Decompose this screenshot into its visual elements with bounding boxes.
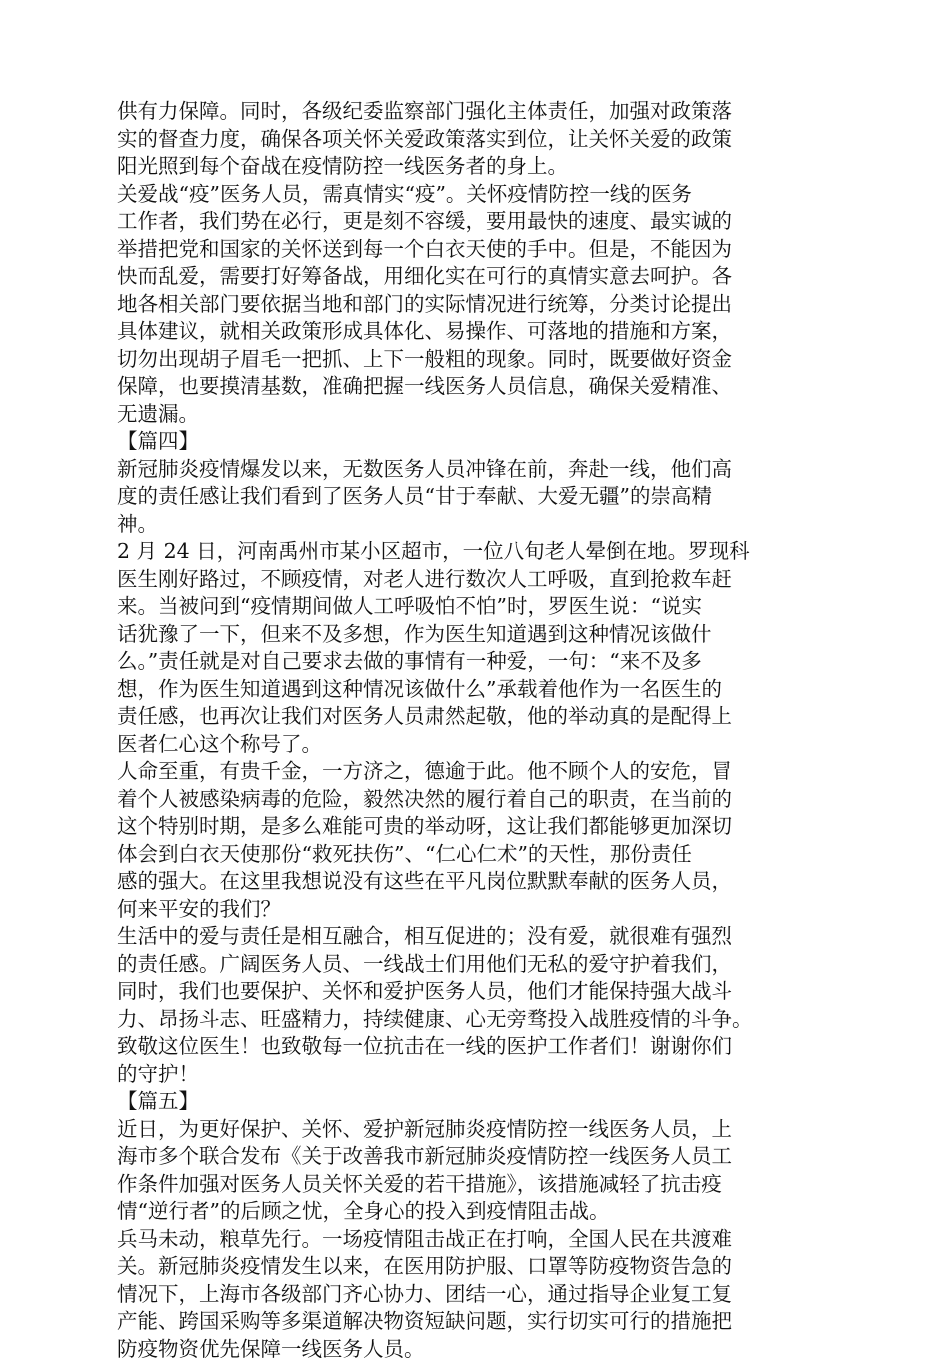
text-line: 新冠肺炎疫情爆发以来，无数医务人员冲锋在前，奔赴一线，他们高 bbox=[117, 456, 847, 484]
text-line: 着个人被感染病毒的危险，毅然决然的履行着自己的职责，在当前的 bbox=[117, 786, 847, 814]
text-line: 医者仁心这个称号了。 bbox=[117, 731, 847, 759]
text-line: 责任感，也再次让我们对医务人员肃然起敬，他的举动真的是配得上 bbox=[117, 703, 847, 731]
text-line: 何来平安的我们？ bbox=[117, 896, 847, 924]
text-line: 话犹豫了一下，但来不及多想，作为医生知道遇到这种情况该做什 bbox=[117, 621, 847, 649]
text-line: 的责任感。广阔医务人员、一线战士们用他们无私的爱守护着我们， bbox=[117, 951, 847, 979]
text-line: 同时，我们也要保护、关怀和爱护医务人员，他们才能保持强大战斗 bbox=[117, 978, 847, 1006]
text-line: 情况下，上海市各级部门齐心协力、团结一心，通过指导企业复工复 bbox=[117, 1281, 847, 1309]
text-line: 医生刚好路过，不顾疫情，对老人进行数次人工呼吸，直到抢救车赶 bbox=[117, 566, 847, 594]
text-line: 神。 bbox=[117, 511, 847, 539]
text-line: 情“逆行者”的后顾之忧，全身心的投入到疫情阻击战。 bbox=[117, 1198, 847, 1226]
text-line: 保障，也要摸清基数，准确把握一线医务人员信息，确保关爱精准、 bbox=[117, 373, 847, 401]
text-line: 度的责任感让我们看到了医务人员“甘于奉献、大爱无疆”的崇高精 bbox=[117, 483, 847, 511]
text-line: 关。新冠肺炎疫情发生以来，在医用防护服、口罩等防疫物资告急的 bbox=[117, 1253, 847, 1281]
text-line: 防疫物资优先保障一线医务人员。 bbox=[117, 1336, 847, 1363]
text-line: 感的强大。在这里我想说没有这些在平凡岗位默默奉献的医务人员， bbox=[117, 868, 847, 896]
text-line: 致敬这位医生！也致敬每一位抗击在一线的医护工作者们！谢谢你们 bbox=[117, 1033, 847, 1061]
text-line: 切勿出现胡子眉毛一把抓、上下一般粗的现象。同时，既要做好资金 bbox=[117, 346, 847, 374]
text-line: 人命至重，有贵千金，一方济之，德逾于此。他不顾个人的安危，冒 bbox=[117, 758, 847, 786]
text-line: 力、昂扬斗志、旺盛精力，持续健康、心无旁骛投入战胜疫情的斗争。 bbox=[117, 1006, 847, 1034]
text-line: 举措把党和国家的关怀送到每一个白衣天使的手中。但是，不能因为 bbox=[117, 236, 847, 264]
text-line: 作条件加强对医务人员关怀关爱的若干措施》，该措施减轻了抗击疫 bbox=[117, 1171, 847, 1199]
text-line: 2 月 24 日，河南禹州市某小区超市，一位八旬老人晕倒在地。罗现科 bbox=[117, 538, 847, 566]
text-line: 想，作为医生知道遇到这种情况该做什么”承载着他作为一名医生的 bbox=[117, 676, 847, 704]
text-line: 工作者，我们势在必行，更是刻不容缓，要用最快的速度、最实诚的 bbox=[117, 208, 847, 236]
text-line: 体会到白衣天使那份“救死扶伤”、“仁心仁术”的天性，那份责任 bbox=[117, 841, 847, 869]
text-line: 生活中的爱与责任是相互融合，相互促进的；没有爱，就很难有强烈 bbox=[117, 923, 847, 951]
section-heading: 【篇五】 bbox=[117, 1088, 847, 1116]
text-line: 阳光照到每个奋战在疫情防控一线医务者的身上。 bbox=[117, 153, 847, 181]
document-body bbox=[117, 98, 847, 1363]
text-line: 关爱战“疫”医务人员，需真情实“疫”。关怀疫情防控一线的医务 bbox=[117, 181, 847, 209]
text-line: 的守护！ bbox=[117, 1061, 847, 1089]
text-line: 无遗漏。 bbox=[117, 401, 847, 429]
text-line: 海市多个联合发布《关于改善我市新冠肺炎疫情防控一线医务人员工 bbox=[117, 1143, 847, 1171]
section-heading: 【篇四】 bbox=[117, 428, 847, 456]
text-line: 供有力保障。同时，各级纪委监察部门强化主体责任，加强对政策落 bbox=[117, 98, 847, 126]
text-line: 来。当被问到“疫情期间做人工呼吸怕不怕”时，罗医生说：“说实 bbox=[117, 593, 847, 621]
text-line: 兵马未动，粮草先行。一场疫情阻击战正在打响，全国人民在共渡难 bbox=[117, 1226, 847, 1254]
text-line: 地各相关部门要依据当地和部门的实际情况进行统筹，分类讨论提出 bbox=[117, 291, 847, 319]
text-line: 具体建议，就相关政策形成具体化、易操作、可落地的措施和方案， bbox=[117, 318, 847, 346]
text-line: 快而乱爱，需要打好筹备战，用细化实在可行的真情实意去呵护。各 bbox=[117, 263, 847, 291]
text-line: 这个特别时期，是多么难能可贵的举动呀，这让我们都能够更加深切 bbox=[117, 813, 847, 841]
text-line: 实的督查力度，确保各项关怀关爱政策落实到位，让关怀关爱的政策 bbox=[117, 126, 847, 154]
text-line: 么。”责任就是对自己要求去做的事情有一种爱，一句：“来不及多 bbox=[117, 648, 847, 676]
text-line: 近日，为更好保护、关怀、爱护新冠肺炎疫情防控一线医务人员，上 bbox=[117, 1116, 847, 1144]
text-line: 产能、跨国采购等多渠道解决物资短缺问题，实行切实可行的措施把 bbox=[117, 1308, 847, 1336]
